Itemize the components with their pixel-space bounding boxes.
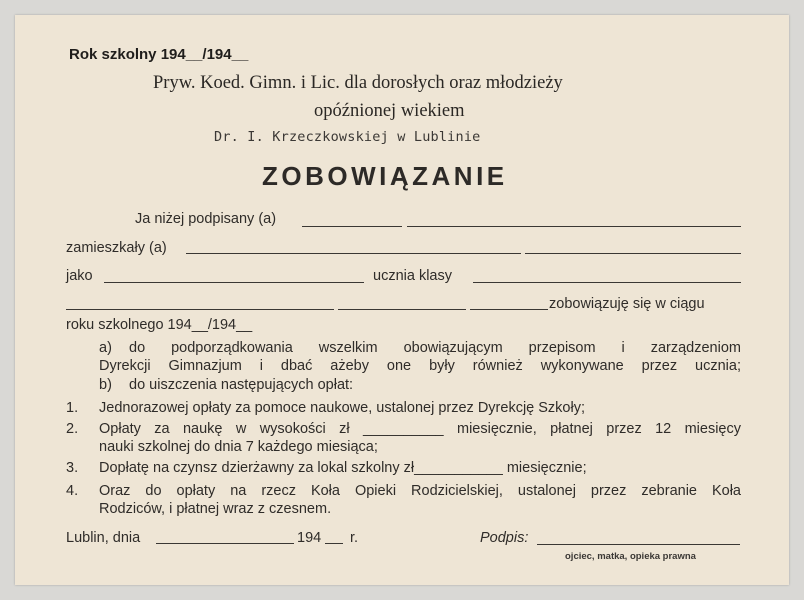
school-name-line: Pryw. Koed. Gimn. i Lic. dla dorosłych oraz młodzieży — [153, 73, 563, 93]
fee-text-2: nauki szkolnej do dnia 7 każdego miesiąca; — [99, 439, 378, 455]
year-prefix: 194 — [297, 530, 322, 546]
signed-label: Ja niżej podpisany (a) — [135, 211, 277, 227]
clause-a-text: do podporządkowania wszelkim obowiązującym przepisom i zarządzeniom — [129, 340, 741, 356]
signed-name-line[interactable] — [302, 226, 402, 227]
class-line[interactable] — [473, 282, 741, 283]
signature-caption: ojciec, matka, opieka prawna — [565, 551, 696, 562]
year-suffix: r. — [350, 530, 359, 546]
fee-text: Oraz do opłaty na rzecz Koła Opieki Rodzicielskiej, ustalonej przez zebranie Koła — [99, 483, 741, 499]
fee-text: Opłaty za naukę w wysokości zł __________ miesięcznie, płatnej przez 12 miesięcy — [99, 421, 741, 437]
school-year-line: Rok szkolny 194__/194__ — [69, 46, 249, 63]
fee-number: 2. — [66, 421, 79, 437]
pupil-class-label: ucznia klasy — [373, 268, 452, 284]
signed-name-line-2[interactable] — [407, 226, 741, 227]
signature-label: Podpis: — [480, 530, 529, 546]
clause-b-text: do uiszczenia następujących opłat: — [129, 377, 354, 393]
school-name-line-2: opóźnionej wiekiem — [314, 101, 465, 121]
as-label: jako — [66, 268, 93, 284]
obligation-label: zobowiązuję się w ciągu — [549, 296, 705, 312]
signature-line[interactable] — [537, 544, 740, 545]
fee-number: 1. — [66, 400, 79, 416]
fee-number: 3. — [66, 460, 79, 476]
pupil-name-line[interactable] — [66, 309, 334, 310]
address-line-2[interactable] — [525, 253, 741, 254]
address-line[interactable] — [186, 253, 521, 254]
fee-number: 4. — [66, 483, 79, 499]
school-year-field: roku szkolnego 194__/194__ — [66, 317, 253, 333]
pupil-name-line-2[interactable] — [338, 309, 466, 310]
relation-line[interactable] — [104, 282, 364, 283]
clause-a-text-2: Dyrekcji Gimnazjum i dbać ażeby one były również wykonywane przez ucznia; — [99, 358, 741, 374]
resident-label: zamieszkały (a) — [66, 240, 167, 256]
pupil-name-line-3[interactable] — [470, 309, 548, 310]
date-line[interactable] — [156, 543, 294, 544]
fee-text: Jednorazowej opłaty za pomoce naukowe, ustalonej przez Dyrekcję Szkoły; — [99, 400, 585, 416]
clause-a-marker: a) — [99, 340, 112, 356]
place-date-label: Lublin, dnia — [66, 530, 141, 546]
fee-text: Dopłatę na czynsz dzierżawny za lokal szkolny zł___________ miesięcznie; — [99, 460, 587, 476]
year-line[interactable] — [325, 543, 343, 544]
document-title: ZOBOWIĄZANIE — [262, 161, 508, 191]
director-line: Dr. I. Krzeczkowskiej w Lublinie — [214, 129, 481, 145]
fee-text-2: Rodziców, i płatnej wraz z czesnem. — [99, 501, 332, 517]
clause-b-marker: b) — [99, 377, 112, 393]
